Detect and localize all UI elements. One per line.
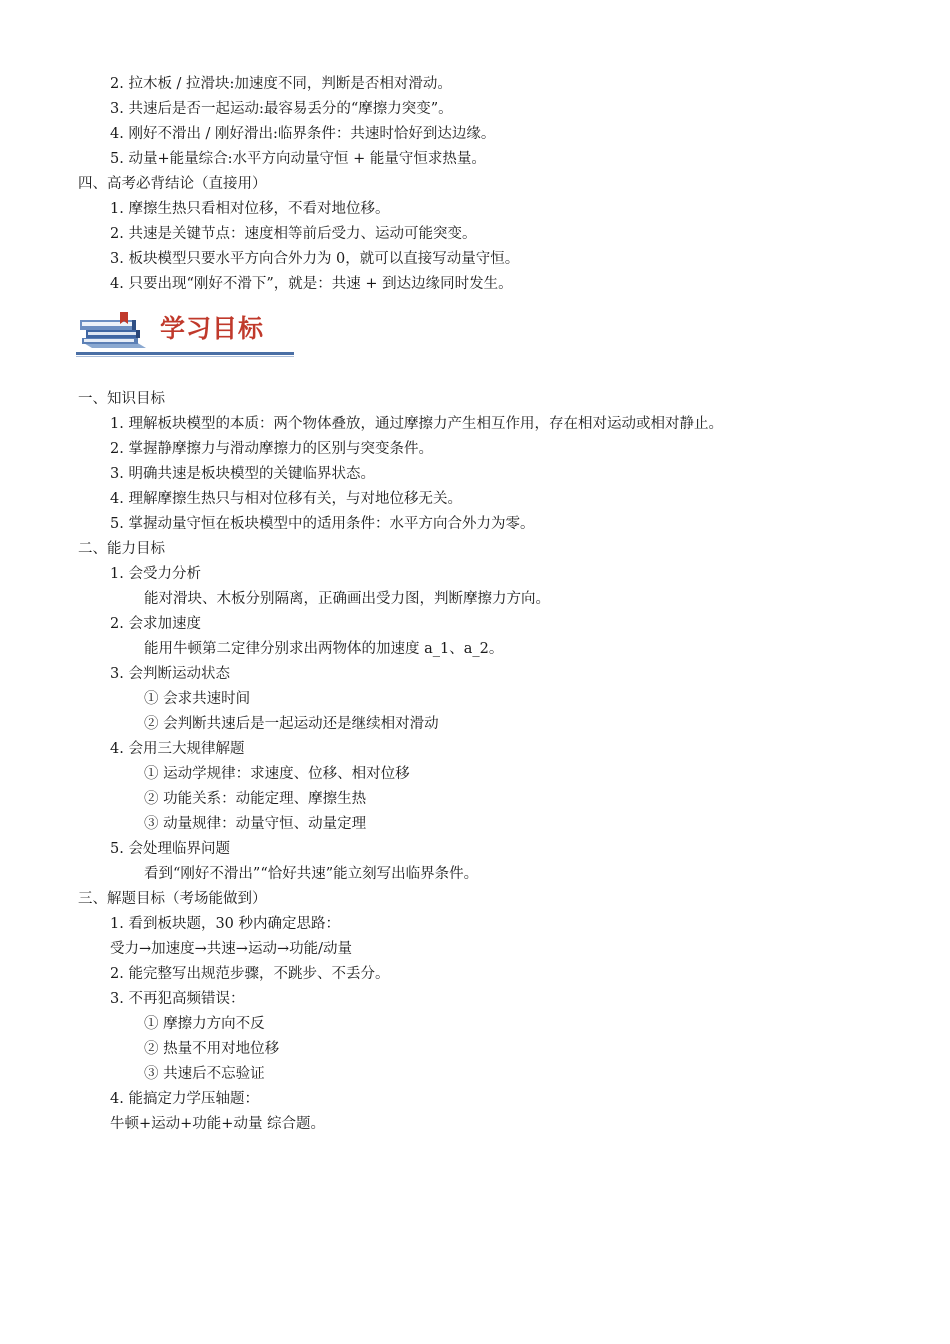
section-heading: 四、高考必背结论（直接用） <box>78 176 267 192</box>
list-item: 3. 板块模型只要水平方向合外力为 0，就可以直接写动量守恒。 <box>110 251 520 267</box>
list-item: 2. 能完整写出规范步骤，不跳步、不丢分。 <box>110 966 390 982</box>
list-item-detail: 能用牛顿第二定律分别求出两物体的加速度 a_1、a_2。 <box>144 641 504 657</box>
list-item-detail: ① 运动学规律：求速度、位移、相对位移 <box>144 766 410 782</box>
list-item-detail: ③ 动量规律：动量守恒、动量定理 <box>144 816 367 832</box>
list-item: 3. 明确共速是板块模型的关键临界状态。 <box>110 466 375 482</box>
list-item: 4. 刚好不滑出 / 刚好滑出:临界条件：共速时恰好到达边缘。 <box>110 126 496 142</box>
list-item-detail: ③ 共速后不忘验证 <box>144 1066 265 1082</box>
list-item: 5. 会处理临界问题 <box>110 841 230 857</box>
section-heading: 三、解题目标（考场能做到） <box>78 891 267 907</box>
learning-goals-banner <box>76 306 296 358</box>
list-item: 5. 掌握动量守恒在板块模型中的适用条件：水平方向合外力为零。 <box>110 516 535 532</box>
banner-underline <box>76 352 294 355</box>
list-item: 3. 不再犯高频错误： <box>110 991 245 1007</box>
section-heading: 二、能力目标 <box>78 541 165 557</box>
list-item-detail: ① 摩擦力方向不反 <box>144 1016 265 1032</box>
list-item-detail: 受力→加速度→共速→运动→功能/动量 <box>110 941 352 957</box>
list-item-detail: ② 热量不用对地位移 <box>144 1041 280 1057</box>
list-item: 2. 掌握静摩擦力与滑动摩擦力的区别与突变条件。 <box>110 441 433 457</box>
list-item: 4. 能搞定力学压轴题： <box>110 1091 259 1107</box>
list-item: 2. 拉木板 / 拉滑块:加速度不同，判断是否相对滑动。 <box>110 76 452 92</box>
section-heading: 一、知识目标 <box>78 391 165 407</box>
list-item-detail: 牛顿+运动+功能+动量 综合题。 <box>110 1116 326 1132</box>
list-item-detail: ② 会判断共速后是一起运动还是继续相对滑动 <box>144 716 439 732</box>
list-item: 4. 理解摩擦生热只与相对位移有关，与对地位移无关。 <box>110 491 462 507</box>
books-stack-icon <box>76 306 156 354</box>
list-item-detail: ① 会求共速时间 <box>144 691 251 707</box>
list-item: 2. 共速是关键节点：速度相等前后受力、运动可能突变。 <box>110 226 477 242</box>
list-item: 3. 共速后是否一起运动:最容易丢分的“摩擦力突变”。 <box>110 101 453 117</box>
list-item: 2. 会求加速度 <box>110 616 201 632</box>
banner-underline <box>76 356 294 357</box>
list-item: 1. 看到板块题，30 秒内确定思路： <box>110 916 341 932</box>
list-item: 1. 摩擦生热只看相对位移，不看对地位移。 <box>110 201 390 217</box>
list-item-detail: ② 功能关系：动能定理、摩擦生热 <box>144 791 367 807</box>
list-item: 1. 理解板块模型的本质：两个物体叠放，通过摩擦力产生相互作用，存在相对运动或相对静止。 <box>110 416 723 432</box>
list-item-detail: 能对滑块、木板分别隔离，正确画出受力图，判断摩擦力方向。 <box>144 591 550 607</box>
list-item: 3. 会判断运动状态 <box>110 666 230 682</box>
list-item: 5. 动量+能量综合:水平方向动量守恒 + 能量守恒求热量。 <box>110 151 486 167</box>
banner-title: 学习目标 <box>160 314 265 343</box>
list-item: 4. 会用三大规律解题 <box>110 741 245 757</box>
list-item: 4. 只要出现“刚好不滑下”，就是：共速 + 到达边缘同时发生。 <box>110 276 513 292</box>
list-item: 1. 会受力分析 <box>110 566 201 582</box>
list-item-detail: 看到“刚好不滑出”“恰好共速”能立刻写出临界条件。 <box>144 866 479 882</box>
